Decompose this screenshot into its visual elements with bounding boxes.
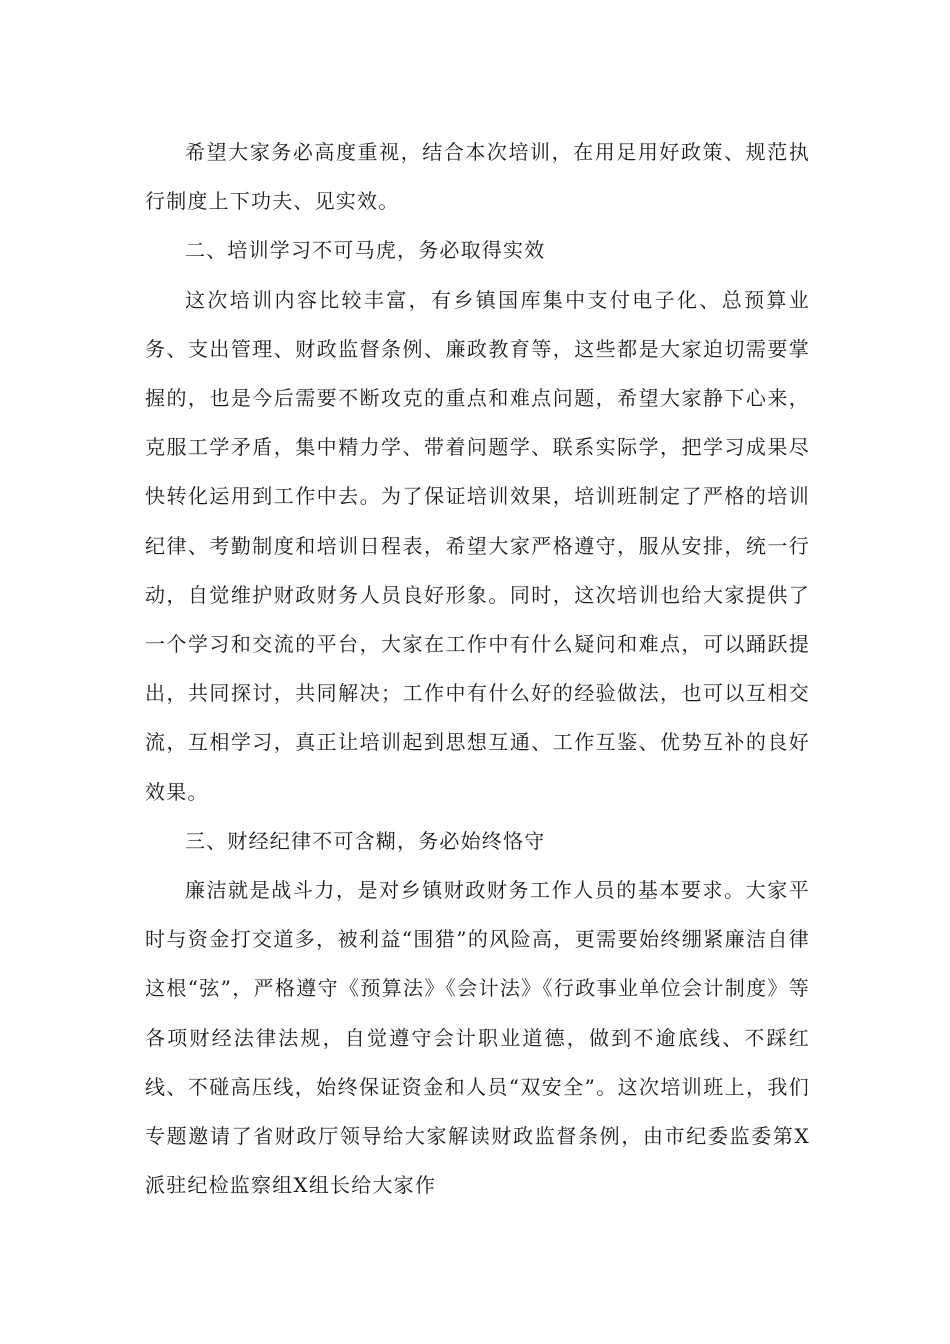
document-body bbox=[145, 128, 810, 1210]
paragraph-intro: 希望大家务必高度重视，结合本次培训，在用足用好政策、规范执行制度上下功夫、见实效。 bbox=[145, 140, 810, 214]
paragraph-training: 这次培训内容比较丰富，有乡镇国库集中支付电子化、总预算业务、支出管理、财政监督条例、廉政教育等，这些都是大家迫切需要掌握的，也是今后需要不断攻克的重点和难点问题，希望大家静下心来，克服工学矛盾，集中精力学、带着问题学、联系实际学，把学习成果尽快转化运用到工作中去。为了保证培训效果，培训班制定了严格的培训纪律、考勤制度和培训日程表，希望大家严格遵守，服从安排，统一行动，自觉维护财政财务人员良好形象。同时，这次培训也给大家提供了一个学习和交流的平台，大家在工作中有什么疑问和难点，可以踊跃提出，共同探讨，共同解决；工作中有什么好的经验做法，也可以互相交流，互相学习，真正让培训起到思想互通、工作互鉴、优势互补的良好效果。 bbox=[145, 287, 810, 804]
section-heading-2: 二、培训学习不可马虎，务必取得实效 bbox=[185, 238, 546, 263]
section-heading-3: 三、财经纪律不可含糊，务必始终恪守 bbox=[185, 828, 546, 853]
paragraph-discipline: 廉洁就是战斗力，是对乡镇财政财务工作人员的基本要求。大家平时与资金打交道多，被利益“围猎”的风险高，更需要始终绷紧廉洁自律这根“弦”，严格遵守《预算法》《会计法》《行政事业单位会计制度》等各项财经法律法规，自觉遵守会计职业道德，做到不逾底线、不踩红线、不碰高压线，始终保证资金和人员“双安全”。这次培训班上，我们专题邀请了省财政厅领导给大家解读财政监督条例，由市纪委监委第X派驻纪检监察组X组长给大家作 bbox=[145, 878, 810, 1198]
